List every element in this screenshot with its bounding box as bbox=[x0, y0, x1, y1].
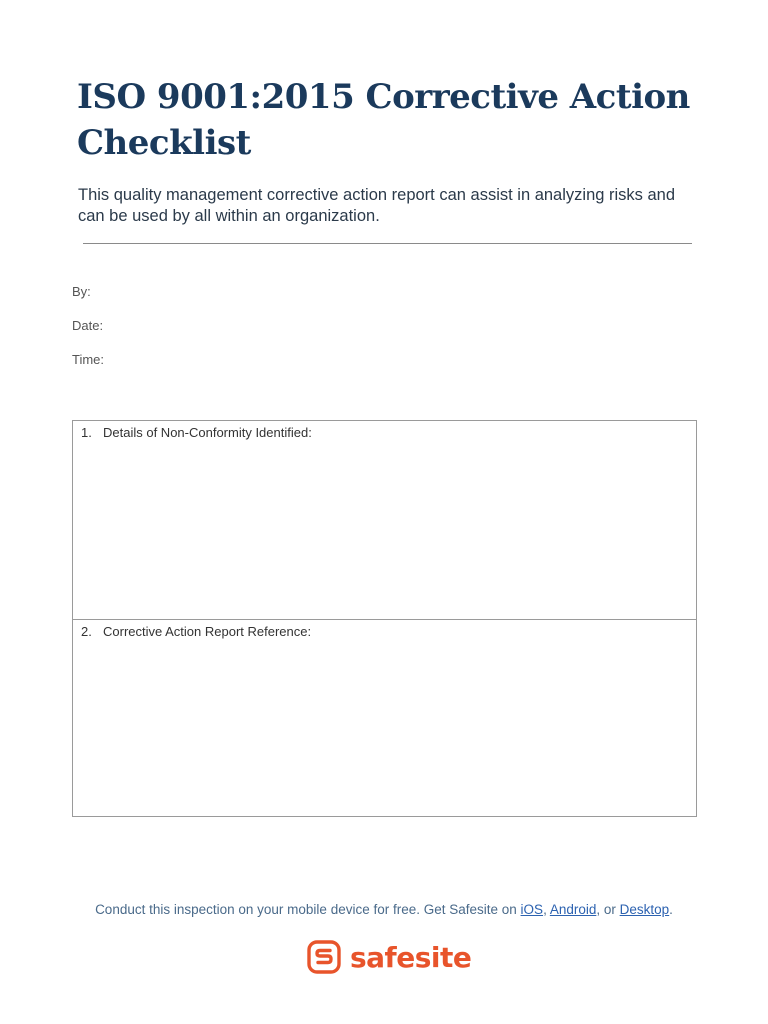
android-link[interactable]: Android bbox=[549, 902, 597, 917]
non-conformity-box bbox=[72, 420, 697, 620]
footer-period: . bbox=[669, 902, 673, 917]
intro-text: This quality management corrective action report can assist in analyzing risks and can be used by all within an organization. bbox=[78, 186, 676, 225]
report-reference-heading bbox=[81, 624, 311, 639]
divider bbox=[83, 243, 692, 244]
footer-note bbox=[0, 902, 768, 917]
date-label: Date: bbox=[72, 318, 104, 333]
time-label: Time: bbox=[72, 352, 105, 367]
section-number: 2. bbox=[81, 624, 92, 639]
page-title: ISO 9001:2015 Corrective Action Checklist bbox=[77, 77, 690, 163]
section-label: Corrective Action Report Reference: bbox=[103, 624, 312, 639]
desktop-link[interactable]: Desktop bbox=[619, 902, 670, 917]
section-label: Details of Non-Conformity Identified: bbox=[103, 425, 312, 440]
report-reference-box bbox=[72, 619, 697, 817]
non-conformity-heading bbox=[81, 425, 312, 440]
safesite-logo-icon bbox=[307, 940, 341, 974]
safesite-logo-text: safesite bbox=[350, 940, 472, 974]
ios-link[interactable]: iOS bbox=[520, 902, 544, 917]
safesite-logo[interactable] bbox=[307, 938, 471, 976]
by-label: By: bbox=[72, 284, 91, 299]
section-number: 1. bbox=[81, 425, 92, 440]
footer-separator: , bbox=[543, 902, 550, 917]
footer-text: Conduct this inspection on your mobile device for free. Get Safesite on bbox=[95, 902, 521, 917]
footer-separator: , or bbox=[596, 902, 620, 917]
